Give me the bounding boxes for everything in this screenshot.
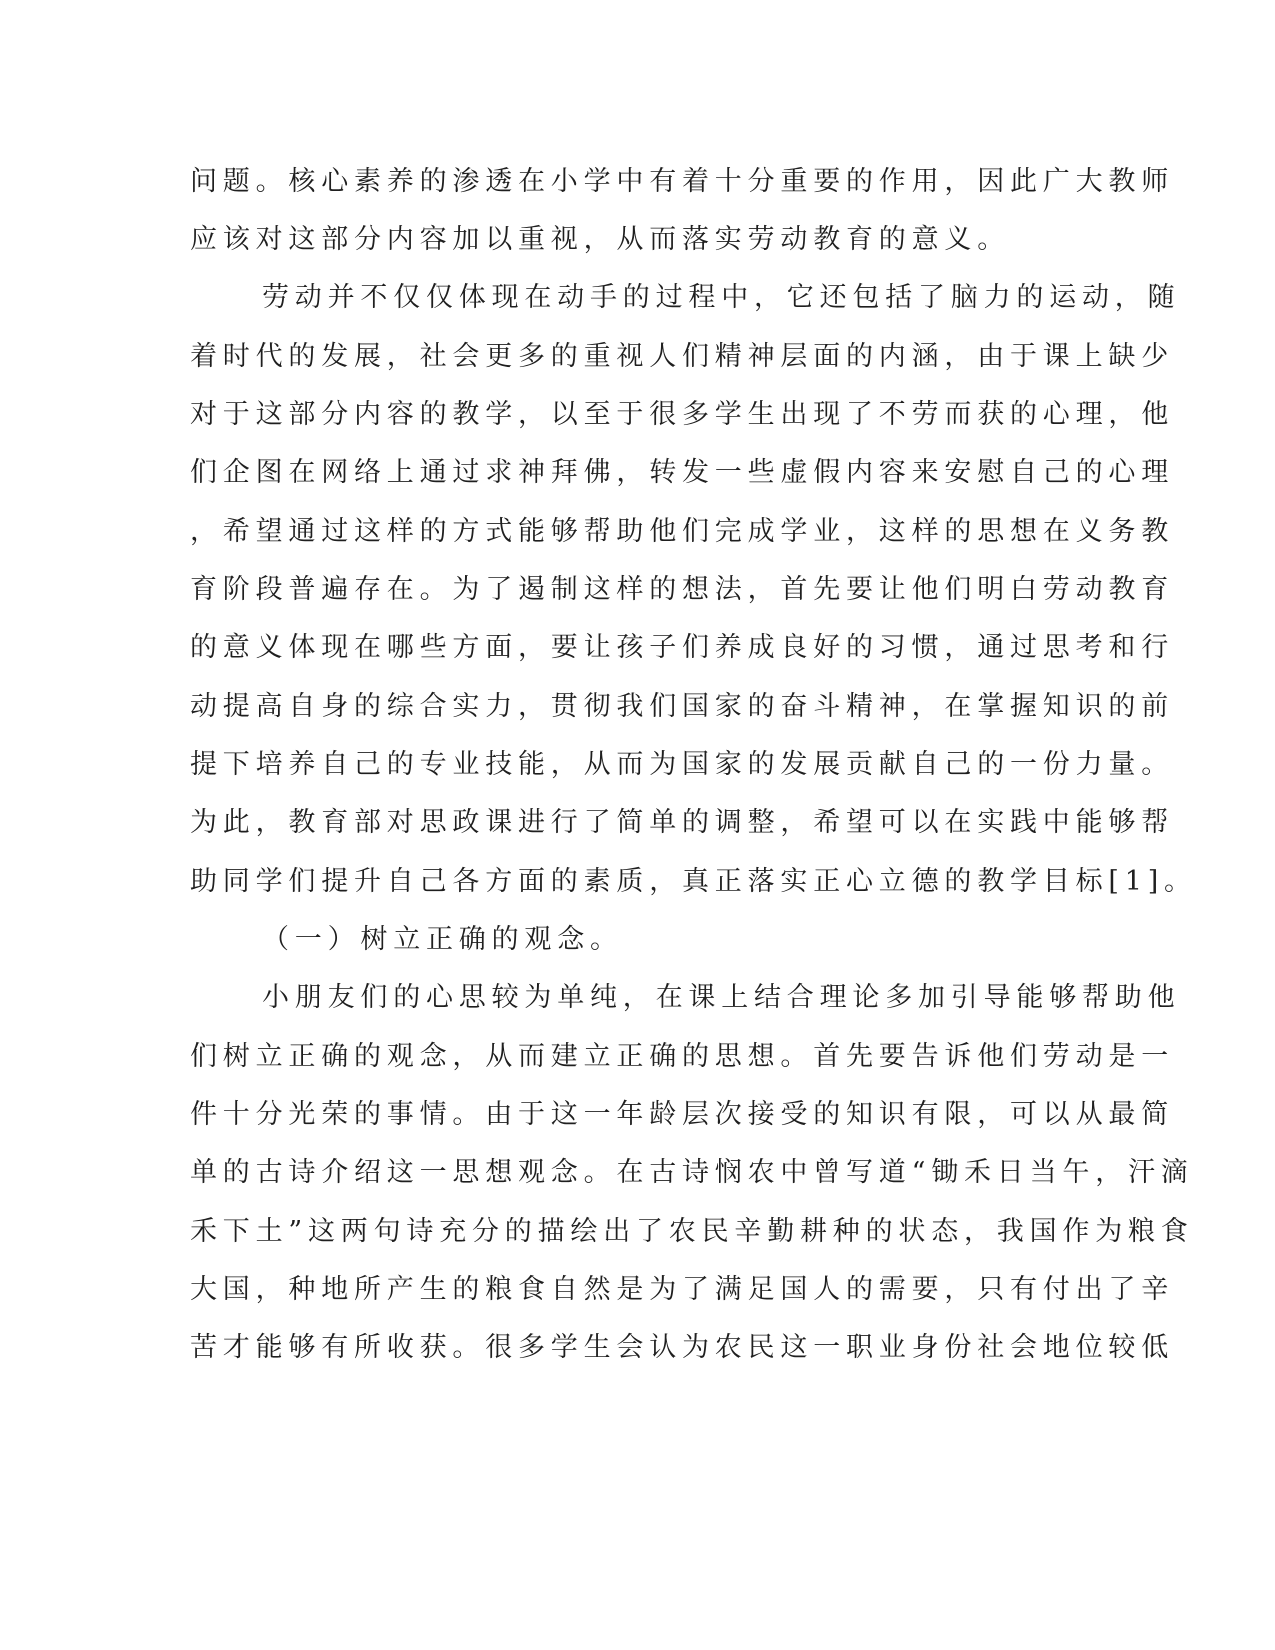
text-line: 育阶段普遍存在。为了遏制这样的想法，首先要让他们明白劳动教育 <box>190 574 1174 605</box>
text-line: 助同学们提升自己各方面的素质，真正落实正心立德的教学目标[1]。 <box>190 866 1197 897</box>
text-line: 们企图在网络上通过求神拜佛，转发一些虚假内容来安慰自己的心理 <box>190 457 1174 488</box>
text-line: 为此，教育部对思政课进行了简单的调整，希望可以在实践中能够帮 <box>190 807 1174 838</box>
text-line: 着时代的发展，社会更多的重视人们精神层面的内涵，由于课上缺少 <box>190 341 1174 372</box>
text-line: 小朋友们的心思较为单纯，在课上结合理论多加引导能够帮助他 <box>262 982 1181 1013</box>
text-line: 劳动并不仅仅体现在动手的过程中，它还包括了脑力的运动，随 <box>262 282 1181 313</box>
text-line: 问题。核心素养的渗透在小学中有着十分重要的作用，因此广大教师 <box>190 166 1174 197</box>
text-line: 应该对这部分内容加以重视，从而落实劳动教育的意义。 <box>190 224 1010 255</box>
text-line: 的意义体现在哪些方面，要让孩子们养成良好的习惯，通过思考和行 <box>190 632 1174 663</box>
text-line: 们树立正确的观念，从而建立正确的思想。首先要告诉他们劳动是一 <box>190 1041 1174 1072</box>
section-heading: （一）树立正确的观念。 <box>262 924 623 955</box>
text-line: 动提高自身的综合实力，贯彻我们国家的奋斗精神，在掌握知识的前 <box>190 691 1174 722</box>
text-line: 提下培养自己的专业技能，从而为国家的发展贡献自己的一份力量。 <box>190 749 1174 780</box>
text-line: 大国，种地所产生的粮食自然是为了满足国人的需要，只有付出了辛 <box>190 1274 1174 1305</box>
text-line: 对于这部分内容的教学，以至于很多学生出现了不劳而获的心理，他 <box>190 399 1174 430</box>
text-line: 单的古诗介绍这一思想观念。在古诗悯农中曾写道“锄禾日当午，汗滴 <box>190 1157 1194 1188</box>
text-line: 禾下土”这两句诗充分的描绘出了农民辛勤耕种的状态，我国作为粮食 <box>190 1216 1194 1247</box>
text-line: 苦才能够有所收获。很多学生会认为农民这一职业身份社会地位较低 <box>190 1332 1174 1363</box>
text-line: ，希望通过这样的方式能够帮助他们完成学业，这样的思想在义务教 <box>190 516 1174 547</box>
text-line: 件十分光荣的事情。由于这一年龄层次接受的知识有限，可以从最简 <box>190 1099 1174 1130</box>
